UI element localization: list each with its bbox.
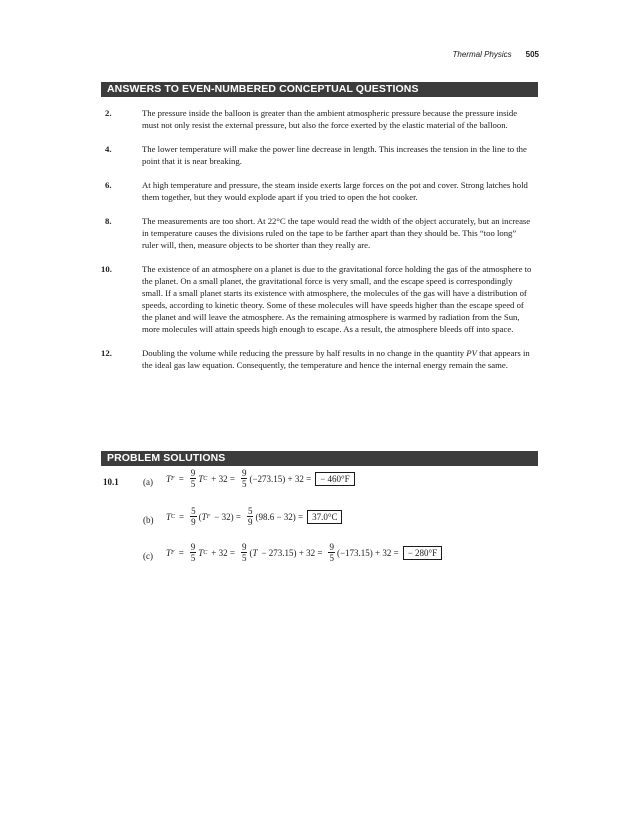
answer-text: The existence of an atmosphere on a planet is due to the gravitational force holding the gas of the atmosphere to the planet. On a small planet, the gravitational force is very small, and the escape speed is correspondingly small. If a small planet starts its existence with atmosphere, the molecules of the gas will have a distribution of speeds, according to kinetic theory. Some of these molecules will have speeds higher than the escape speed of the planet and will leave the atmosphere. As the remaining atmosphere is warmed by radiation from the Sun, more molecules will attain speeds high enough to escape. As a result, the atmosphere bleeds off into space. xyxy=(142,264,532,334)
answer-number: 12. xyxy=(101,348,112,358)
answer-item xyxy=(101,179,538,203)
fraction xyxy=(241,468,248,489)
fraction xyxy=(328,542,335,563)
answer-text: The pressure inside the balloon is greater than the ambient atmospheric pressure because the pressure inside must not only resist the external pressure, but also the force exerted by the elastic material of the balloon. xyxy=(142,108,518,130)
page-number: 505 xyxy=(525,50,539,59)
denominator: 5 xyxy=(241,553,247,563)
answers-list xyxy=(101,107,538,383)
problems-heading: PROBLEM SOLUTIONS xyxy=(101,451,538,466)
answer-item xyxy=(101,143,538,167)
numerator: 9 xyxy=(241,542,247,552)
answer-number: 10. xyxy=(101,264,112,274)
answer-item xyxy=(101,347,538,371)
numerator: 9 xyxy=(190,468,196,478)
numerator: 9 xyxy=(241,468,247,478)
numerator: 5 xyxy=(247,506,253,516)
problem-number: 10.1 xyxy=(103,477,119,487)
fraction xyxy=(247,506,254,527)
denominator: 5 xyxy=(329,553,334,563)
answer-number: 4. xyxy=(105,144,112,154)
numerator: 9 xyxy=(190,542,196,552)
fraction xyxy=(190,468,197,489)
denominator: 5 xyxy=(190,553,196,563)
equation-b: T C = $\frac{5}{9}$ ( T F − 32) = $\frac{5}{9}$ (98.6 − 32) = 37.0°C xyxy=(166,506,342,527)
answer-text xyxy=(142,347,538,371)
answer-number: 6. xyxy=(105,180,112,190)
answer-item xyxy=(101,263,538,335)
part-label: (b) xyxy=(143,515,154,525)
fraction xyxy=(190,542,197,563)
answer-text-part: that appears in the ideal gas law equation. Consequently, the temperature and hence the internal energy remain the same. xyxy=(142,348,530,370)
answer-text: At high temperature and pressure, the steam inside exerts large forces on the pot and cover. Strong latches hold them together, but they would explode apart if you tried to open the hot cooker. xyxy=(142,180,528,202)
answer-item xyxy=(101,107,538,131)
numerator: 9 xyxy=(329,542,334,552)
denominator: 9 xyxy=(191,517,196,527)
answer-text: The measurements are too short. At 22°C the tape would read the width of the object accurately, but an increase in temperature causes the divisions ruled on the tape to be farther apart than they should be. This “too long” ruler will, then, measure objects to be shorter than they really are. xyxy=(142,216,531,250)
fraction xyxy=(190,506,197,527)
boxed-answer: − 280°F xyxy=(403,546,442,560)
denominator: 9 xyxy=(247,517,253,527)
part-label: (a) xyxy=(143,477,153,487)
part-label: (c) xyxy=(143,551,153,561)
equation-expression: (−173.15) + 32 = xyxy=(336,547,399,558)
section-title: Thermal Physics xyxy=(452,50,512,59)
answer-number: 2. xyxy=(105,108,112,118)
boxed-answer: − 460°F xyxy=(315,472,354,486)
fraction xyxy=(241,542,248,563)
answer-variable: PV xyxy=(466,348,477,358)
answer-number: 8. xyxy=(105,216,112,226)
equation-a: T F = $\frac{9}{5}$ T C + 32 = $\frac{9}{5}$ (−273.15) + 32 = − 460°F xyxy=(166,468,355,489)
answer-text-part: Doubling the volume while reducing the pressure by half results in no change in the quantity xyxy=(142,348,467,358)
running-head xyxy=(453,50,539,59)
answers-heading: ANSWERS TO EVEN-NUMBERED CONCEPTUAL QUESTIONS xyxy=(101,82,538,97)
denominator: 5 xyxy=(190,479,196,489)
equation-expression: (−273.15) + 32 = xyxy=(249,473,312,484)
equation-c: T F = $\frac{9}{5}$ T C + 32 = $\frac{9}{5}$ ( T − 273.15) + 32 = $\frac{9}{5}$ (−173.15) + 32 = − 280°F xyxy=(166,542,442,563)
denominator: 5 xyxy=(241,479,247,489)
numerator: 5 xyxy=(191,506,196,516)
answer-text: The lower temperature will make the power line decrease in length. This increases the tension in the line to the point that it is near breaking. xyxy=(142,144,527,166)
equation-expression: − 273.15) + 32 = xyxy=(261,547,323,558)
boxed-answer: 37.0°C xyxy=(307,510,342,524)
answer-item xyxy=(101,215,538,251)
equation-expression: (98.6 − 32) = xyxy=(255,511,304,522)
